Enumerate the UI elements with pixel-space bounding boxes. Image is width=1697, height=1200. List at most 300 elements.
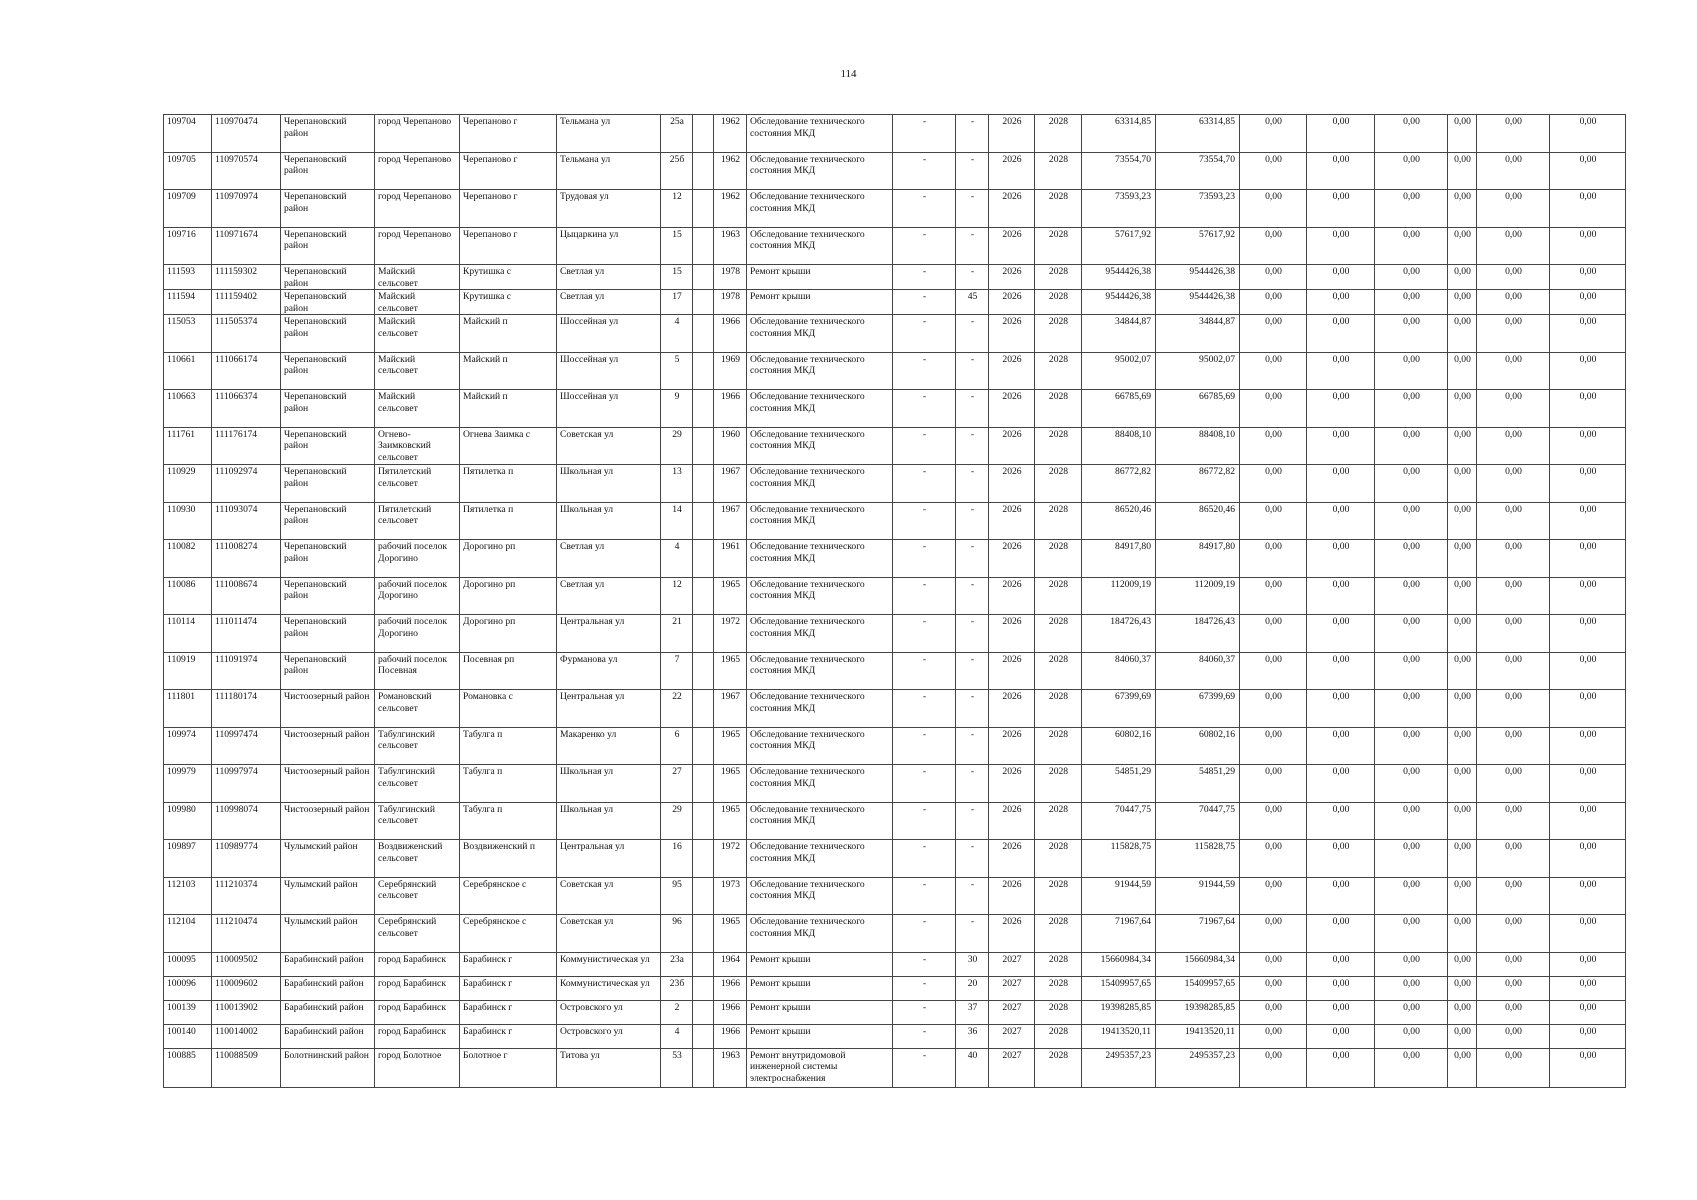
cell-value-3: 0,00: [1375, 1000, 1448, 1024]
cell-value-4: 0,00: [1448, 427, 1477, 465]
cell-value-6: 0,00: [1550, 840, 1626, 878]
cell-value-2: 0,00: [1307, 315, 1375, 353]
cell-district: Чистоозерный район: [281, 690, 375, 728]
cell-year: 1965: [714, 915, 747, 953]
table-row: [164, 577, 1626, 615]
cell-settlement: Воздвиженский п: [460, 840, 557, 878]
cell-end-year: 2028: [1035, 315, 1082, 353]
cell-start-year: 2026: [989, 190, 1035, 228]
cell-total-cost: 88408,10: [1082, 427, 1156, 465]
cell-object-id: 100096: [164, 976, 212, 1000]
cell-start-year: 2026: [989, 390, 1035, 428]
cell-work-code: 111210474: [212, 915, 281, 953]
cell-work-type: Обследование технического состояния МКД: [747, 765, 893, 803]
cell-value-5: 0,00: [1477, 802, 1550, 840]
cell-work-type: Ремонт крыши: [747, 1024, 893, 1048]
cell-unit: -: [893, 1048, 956, 1087]
cell-unit: -: [893, 652, 956, 690]
cell-value-1: 0,00: [1240, 290, 1307, 315]
cell-settlement: Барабинск г: [460, 976, 557, 1000]
cell-settlement: Майский п: [460, 352, 557, 390]
cell-municipality: город Черепаново: [375, 152, 460, 190]
cell-start-year: 2027: [989, 1000, 1035, 1024]
cell-object-id: 100139: [164, 1000, 212, 1024]
cell-fund-cost: 57617,92: [1156, 227, 1240, 265]
cell-building: [693, 427, 714, 465]
cell-district: Черепановский район: [281, 615, 375, 653]
table-row: [164, 652, 1626, 690]
cell-work-type: Обследование технического состояния МКД: [747, 115, 893, 153]
cell-fund-cost: 19413520,11: [1156, 1024, 1240, 1048]
cell-street: Островского ул: [557, 1024, 661, 1048]
cell-value-5: 0,00: [1477, 976, 1550, 1000]
cell-fund-cost: 95002,07: [1156, 352, 1240, 390]
cell-value-6: 0,00: [1550, 976, 1626, 1000]
cell-value-2: 0,00: [1307, 190, 1375, 228]
cell-value-4: 0,00: [1448, 652, 1477, 690]
cell-value-1: 0,00: [1240, 265, 1307, 290]
cell-end-year: 2028: [1035, 727, 1082, 765]
table-row: [164, 915, 1626, 953]
cell-value-1: 0,00: [1240, 1000, 1307, 1024]
cell-house: 7: [661, 652, 693, 690]
cell-value-3: 0,00: [1375, 152, 1448, 190]
cell-object-id: 109974: [164, 727, 212, 765]
cell-total-cost: 91944,59: [1082, 877, 1156, 915]
cell-district: Черепановский район: [281, 315, 375, 353]
cell-volume: -: [956, 115, 989, 153]
cell-value-6: 0,00: [1550, 915, 1626, 953]
cell-fund-cost: 84060,37: [1156, 652, 1240, 690]
cell-building: [693, 577, 714, 615]
cell-value-4: 0,00: [1448, 1000, 1477, 1024]
cell-building: [693, 502, 714, 540]
cell-unit: -: [893, 315, 956, 353]
cell-work-type: Обследование технического состояния МКД: [747, 540, 893, 578]
cell-value-4: 0,00: [1448, 976, 1477, 1000]
cell-value-3: 0,00: [1375, 615, 1448, 653]
cell-value-6: 0,00: [1550, 577, 1626, 615]
cell-work-code: 111093074: [212, 502, 281, 540]
cell-street: Тельмана ул: [557, 115, 661, 153]
cell-value-4: 0,00: [1448, 802, 1477, 840]
cell-end-year: 2028: [1035, 227, 1082, 265]
cell-total-cost: 67399,69: [1082, 690, 1156, 728]
cell-fund-cost: 115828,75: [1156, 840, 1240, 878]
cell-street: Школьная ул: [557, 502, 661, 540]
cell-value-5: 0,00: [1477, 952, 1550, 976]
cell-value-1: 0,00: [1240, 976, 1307, 1000]
cell-start-year: 2026: [989, 577, 1035, 615]
cell-value-5: 0,00: [1477, 1000, 1550, 1024]
cell-start-year: 2026: [989, 915, 1035, 953]
cell-total-cost: 9544426,38: [1082, 265, 1156, 290]
cell-end-year: 2028: [1035, 465, 1082, 503]
cell-fund-cost: 86520,46: [1156, 502, 1240, 540]
cell-value-5: 0,00: [1477, 465, 1550, 503]
cell-volume: -: [956, 577, 989, 615]
cell-unit: -: [893, 115, 956, 153]
cell-object-id: 110929: [164, 465, 212, 503]
cell-district: Черепановский район: [281, 502, 375, 540]
cell-house: 23б: [661, 976, 693, 1000]
cell-unit: -: [893, 802, 956, 840]
cell-work-type: Обследование технического состояния МКД: [747, 352, 893, 390]
page-number: 114: [840, 68, 857, 80]
cell-year: 1963: [714, 227, 747, 265]
cell-work-code: 110970474: [212, 115, 281, 153]
cell-object-id: 109897: [164, 840, 212, 878]
cell-municipality: Майский сельсовет: [375, 315, 460, 353]
cell-work-type: Ремонт крыши: [747, 952, 893, 976]
cell-unit: -: [893, 915, 956, 953]
cell-unit: -: [893, 727, 956, 765]
cell-settlement: Болотное г: [460, 1048, 557, 1087]
cell-start-year: 2026: [989, 615, 1035, 653]
table-row: [164, 427, 1626, 465]
cell-value-6: 0,00: [1550, 952, 1626, 976]
cell-value-4: 0,00: [1448, 290, 1477, 315]
cell-house: 96: [661, 915, 693, 953]
cell-work-type: Обследование технического состояния МКД: [747, 690, 893, 728]
cell-start-year: 2026: [989, 427, 1035, 465]
cell-object-id: 110661: [164, 352, 212, 390]
cell-value-6: 0,00: [1550, 802, 1626, 840]
cell-house: 13: [661, 465, 693, 503]
cell-object-id: 109704: [164, 115, 212, 153]
cell-value-5: 0,00: [1477, 1048, 1550, 1087]
cell-settlement: Черепаново г: [460, 152, 557, 190]
cell-start-year: 2026: [989, 465, 1035, 503]
cell-value-6: 0,00: [1550, 190, 1626, 228]
cell-fund-cost: 86772,82: [1156, 465, 1240, 503]
cell-work-type: Обследование технического состояния МКД: [747, 877, 893, 915]
cell-start-year: 2026: [989, 290, 1035, 315]
cell-fund-cost: 19398285,85: [1156, 1000, 1240, 1024]
cell-year: 1965: [714, 652, 747, 690]
cell-settlement: Огнева Заимка с: [460, 427, 557, 465]
cell-work-type: Обследование технического состояния МКД: [747, 802, 893, 840]
cell-work-type: Обследование технического состояния МКД: [747, 615, 893, 653]
cell-unit: -: [893, 427, 956, 465]
cell-district: Болотнинский район: [281, 1048, 375, 1087]
cell-municipality: город Черепаново: [375, 190, 460, 228]
cell-end-year: 2028: [1035, 952, 1082, 976]
cell-building: [693, 615, 714, 653]
cell-value-4: 0,00: [1448, 1048, 1477, 1087]
cell-volume: -: [956, 615, 989, 653]
cell-work-code: 111505374: [212, 315, 281, 353]
cell-object-id: 110663: [164, 390, 212, 428]
cell-end-year: 2028: [1035, 190, 1082, 228]
cell-street: Светлая ул: [557, 265, 661, 290]
cell-municipality: город Барабинск: [375, 976, 460, 1000]
cell-building: [693, 227, 714, 265]
cell-value-6: 0,00: [1550, 1048, 1626, 1087]
cell-year: 1962: [714, 190, 747, 228]
cell-year: 1965: [714, 802, 747, 840]
cell-value-2: 0,00: [1307, 115, 1375, 153]
cell-district: Черепановский район: [281, 427, 375, 465]
cell-value-1: 0,00: [1240, 315, 1307, 353]
cell-value-3: 0,00: [1375, 840, 1448, 878]
cell-work-code: 110970574: [212, 152, 281, 190]
cell-work-code: 110989774: [212, 840, 281, 878]
cell-value-6: 0,00: [1550, 765, 1626, 803]
cell-municipality: город Черепаново: [375, 115, 460, 153]
cell-end-year: 2028: [1035, 540, 1082, 578]
cell-value-5: 0,00: [1477, 152, 1550, 190]
cell-fund-cost: 9544426,38: [1156, 265, 1240, 290]
cell-work-code: 111008674: [212, 577, 281, 615]
cell-value-1: 0,00: [1240, 615, 1307, 653]
cell-unit: -: [893, 502, 956, 540]
cell-fund-cost: 66785,69: [1156, 390, 1240, 428]
cell-value-4: 0,00: [1448, 577, 1477, 615]
cell-value-1: 0,00: [1240, 727, 1307, 765]
cell-total-cost: 57617,92: [1082, 227, 1156, 265]
cell-year: 1967: [714, 690, 747, 728]
cell-object-id: 112104: [164, 915, 212, 953]
cell-volume: 36: [956, 1024, 989, 1048]
cell-total-cost: 19398285,85: [1082, 1000, 1156, 1024]
cell-street: Цыцаркина ул: [557, 227, 661, 265]
table-row: [164, 802, 1626, 840]
cell-settlement: Черепаново г: [460, 190, 557, 228]
cell-object-id: 109980: [164, 802, 212, 840]
cell-end-year: 2028: [1035, 577, 1082, 615]
cell-work-code: 110009602: [212, 976, 281, 1000]
cell-start-year: 2026: [989, 352, 1035, 390]
cell-district: Барабинский район: [281, 952, 375, 976]
cell-house: 6: [661, 727, 693, 765]
cell-unit: -: [893, 465, 956, 503]
cell-settlement: Серебрянское с: [460, 915, 557, 953]
cell-unit: -: [893, 840, 956, 878]
cell-value-5: 0,00: [1477, 190, 1550, 228]
cell-volume: -: [956, 652, 989, 690]
cell-object-id: 109705: [164, 152, 212, 190]
cell-value-1: 0,00: [1240, 115, 1307, 153]
cell-value-5: 0,00: [1477, 915, 1550, 953]
cell-value-4: 0,00: [1448, 540, 1477, 578]
cell-volume: -: [956, 690, 989, 728]
cell-building: [693, 265, 714, 290]
cell-value-3: 0,00: [1375, 976, 1448, 1000]
cell-value-5: 0,00: [1477, 690, 1550, 728]
cell-total-cost: 184726,43: [1082, 615, 1156, 653]
cell-value-2: 0,00: [1307, 765, 1375, 803]
cell-work-type: Ремонт крыши: [747, 290, 893, 315]
table-row: [164, 502, 1626, 540]
cell-street: Школьная ул: [557, 802, 661, 840]
cell-district: Черепановский район: [281, 190, 375, 228]
table-row: [164, 1048, 1626, 1087]
cell-year: 1972: [714, 840, 747, 878]
cell-value-2: 0,00: [1307, 1000, 1375, 1024]
cell-work-code: 111092974: [212, 465, 281, 503]
cell-fund-cost: 67399,69: [1156, 690, 1240, 728]
cell-start-year: 2026: [989, 540, 1035, 578]
cell-value-2: 0,00: [1307, 652, 1375, 690]
cell-work-type: Обследование технического состояния МКД: [747, 577, 893, 615]
cell-year: 1964: [714, 952, 747, 976]
cell-house: 27: [661, 765, 693, 803]
table-row: [164, 690, 1626, 728]
cell-municipality: Майский сельсовет: [375, 352, 460, 390]
cell-start-year: 2026: [989, 265, 1035, 290]
cell-value-1: 0,00: [1240, 465, 1307, 503]
cell-work-type: Обследование технического состояния МКД: [747, 315, 893, 353]
cell-total-cost: 60802,16: [1082, 727, 1156, 765]
cell-unit: -: [893, 152, 956, 190]
cell-fund-cost: 91944,59: [1156, 877, 1240, 915]
cell-house: 5: [661, 352, 693, 390]
cell-total-cost: 66785,69: [1082, 390, 1156, 428]
cell-value-5: 0,00: [1477, 727, 1550, 765]
cell-work-type: Обследование технического состояния МКД: [747, 502, 893, 540]
cell-object-id: 110086: [164, 577, 212, 615]
cell-value-1: 0,00: [1240, 1048, 1307, 1087]
cell-work-type: Ремонт крыши: [747, 265, 893, 290]
cell-value-1: 0,00: [1240, 1024, 1307, 1048]
cell-value-4: 0,00: [1448, 502, 1477, 540]
cell-total-cost: 70447,75: [1082, 802, 1156, 840]
cell-object-id: 110082: [164, 540, 212, 578]
cell-total-cost: 34844,87: [1082, 315, 1156, 353]
cell-object-id: 109979: [164, 765, 212, 803]
cell-start-year: 2026: [989, 315, 1035, 353]
cell-street: Тельмана ул: [557, 152, 661, 190]
cell-value-5: 0,00: [1477, 502, 1550, 540]
cell-end-year: 2028: [1035, 1000, 1082, 1024]
cell-value-3: 0,00: [1375, 802, 1448, 840]
cell-settlement: Барабинск г: [460, 1000, 557, 1024]
cell-municipality: Романовский сельсовет: [375, 690, 460, 728]
cell-value-6: 0,00: [1550, 540, 1626, 578]
cell-street: Фурманова ул: [557, 652, 661, 690]
cell-municipality: Табулгинский сельсовет: [375, 802, 460, 840]
table-row: [164, 840, 1626, 878]
cell-value-5: 0,00: [1477, 1024, 1550, 1048]
cell-work-code: 111011474: [212, 615, 281, 653]
cell-street: Советская ул: [557, 877, 661, 915]
cell-year: 1972: [714, 615, 747, 653]
cell-building: [693, 802, 714, 840]
cell-house: 17: [661, 290, 693, 315]
cell-house: 25б: [661, 152, 693, 190]
cell-building: [693, 727, 714, 765]
table-row: [164, 727, 1626, 765]
cell-object-id: 100095: [164, 952, 212, 976]
cell-settlement: Табулга п: [460, 765, 557, 803]
cell-value-3: 0,00: [1375, 652, 1448, 690]
cell-municipality: рабочий поселок Дорогино: [375, 577, 460, 615]
cell-start-year: 2026: [989, 502, 1035, 540]
cell-unit: -: [893, 290, 956, 315]
cell-value-3: 0,00: [1375, 227, 1448, 265]
cell-value-4: 0,00: [1448, 390, 1477, 428]
cell-unit: -: [893, 227, 956, 265]
cell-work-type: Обследование технического состояния МКД: [747, 465, 893, 503]
cell-value-3: 0,00: [1375, 577, 1448, 615]
cell-value-3: 0,00: [1375, 115, 1448, 153]
cell-fund-cost: 184726,43: [1156, 615, 1240, 653]
cell-building: [693, 840, 714, 878]
cell-total-cost: 112009,19: [1082, 577, 1156, 615]
cell-building: [693, 915, 714, 953]
cell-district: Барабинский район: [281, 976, 375, 1000]
cell-district: Чистоозерный район: [281, 802, 375, 840]
cell-fund-cost: 84917,80: [1156, 540, 1240, 578]
cell-value-2: 0,00: [1307, 915, 1375, 953]
cell-value-1: 0,00: [1240, 840, 1307, 878]
cell-house: 9: [661, 390, 693, 428]
table-row: [164, 1024, 1626, 1048]
cell-volume: -: [956, 152, 989, 190]
cell-district: Барабинский район: [281, 1024, 375, 1048]
cell-street: Школьная ул: [557, 765, 661, 803]
cell-street: Макаренко ул: [557, 727, 661, 765]
cell-value-1: 0,00: [1240, 952, 1307, 976]
cell-value-4: 0,00: [1448, 465, 1477, 503]
cell-district: Черепановский район: [281, 390, 375, 428]
cell-municipality: Пятилетский сельсовет: [375, 465, 460, 503]
cell-value-3: 0,00: [1375, 877, 1448, 915]
cell-house: 15: [661, 265, 693, 290]
cell-value-3: 0,00: [1375, 290, 1448, 315]
cell-object-id: 111801: [164, 690, 212, 728]
cell-object-id: 111594: [164, 290, 212, 315]
cell-district: Черепановский район: [281, 652, 375, 690]
cell-end-year: 2028: [1035, 352, 1082, 390]
cell-value-1: 0,00: [1240, 190, 1307, 228]
cell-work-code: 110009502: [212, 952, 281, 976]
cell-building: [693, 1000, 714, 1024]
cell-district: Черепановский район: [281, 577, 375, 615]
capital-repair-table: [163, 114, 1626, 1088]
cell-municipality: Пятилетский сельсовет: [375, 502, 460, 540]
cell-work-code: 111159302: [212, 265, 281, 290]
cell-value-5: 0,00: [1477, 652, 1550, 690]
cell-work-type: Обследование технического состояния МКД: [747, 390, 893, 428]
cell-work-type: Обследование технического состояния МКД: [747, 652, 893, 690]
cell-work-code: 110088509: [212, 1048, 281, 1087]
cell-value-3: 0,00: [1375, 352, 1448, 390]
cell-settlement: Барабинск г: [460, 1024, 557, 1048]
cell-value-2: 0,00: [1307, 976, 1375, 1000]
cell-year: 1962: [714, 115, 747, 153]
cell-value-3: 0,00: [1375, 727, 1448, 765]
cell-value-1: 0,00: [1240, 690, 1307, 728]
cell-value-5: 0,00: [1477, 877, 1550, 915]
table-row: [164, 877, 1626, 915]
cell-street: Центральная ул: [557, 840, 661, 878]
table-row: [164, 465, 1626, 503]
cell-value-5: 0,00: [1477, 577, 1550, 615]
cell-house: 2: [661, 1000, 693, 1024]
cell-municipality: Воздвиженский сельсовет: [375, 840, 460, 878]
cell-work-code: 111091974: [212, 652, 281, 690]
cell-value-5: 0,00: [1477, 540, 1550, 578]
cell-house: 4: [661, 315, 693, 353]
cell-start-year: 2027: [989, 1024, 1035, 1048]
cell-unit: -: [893, 1000, 956, 1024]
cell-district: Черепановский район: [281, 115, 375, 153]
cell-value-4: 0,00: [1448, 915, 1477, 953]
cell-building: [693, 315, 714, 353]
cell-start-year: 2026: [989, 227, 1035, 265]
